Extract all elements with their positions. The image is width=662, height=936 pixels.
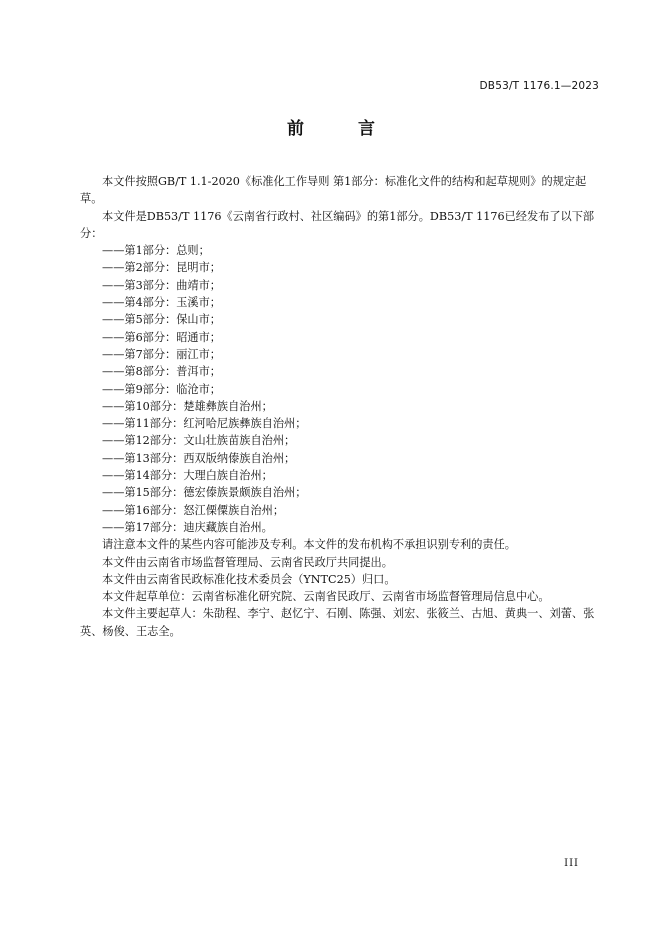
parts-list — [80, 242, 598, 536]
paragraph-centralized-by: 本文件由云南省民政标准化技术委员会（YNTC25）归口。 — [102, 572, 396, 586]
paragraph-drafting-basis: 本文件按照GB/T 1.1-2020《标准化工作导则 第1部分：标准化文件的结构和起草规则》的规定起草。 — [80, 175, 587, 206]
list-item: ——第7部分：丽江市； — [102, 347, 221, 361]
paragraph-drafters: 本文件主要起草人：朱劭程、李宁、赵忆宁、石刚、陈强、刘宏、张筱兰、古旭、黄典一、刘蕾、张英、杨俊、王志全。 — [80, 607, 595, 638]
list-item: ——第1部分：总则； — [102, 244, 210, 258]
list-item: ——第10部分：楚雄彝族自治州； — [102, 399, 273, 413]
list-item: ——第5部分：保山市； — [102, 313, 221, 327]
list-item: ——第13部分：西双版纳傣族自治州； — [102, 451, 296, 465]
page-title: 前 言 — [287, 119, 399, 139]
foreword-body — [80, 173, 598, 640]
paragraph-proposed-by: 本文件由云南省市场监督管理局、云南省民政厅共同提出。 — [102, 555, 393, 569]
paragraph-patent-notice: 请注意本文件的某些内容可能涉及专利。本文件的发布机构不承担识别专利的责任。 — [102, 538, 516, 552]
page-number: III — [564, 858, 579, 869]
list-item: ——第15部分：德宏傣族景颇族自治州； — [102, 486, 307, 500]
list-item: ——第9部分：临沧市； — [102, 382, 221, 396]
list-item: ——第6部分：昭通市； — [102, 330, 221, 344]
paragraph-drafting-units: 本文件起草单位：云南省标准化研究院、云南省民政厅、云南省市场监督管理局信息中心。 — [102, 590, 550, 604]
list-item: ——第14部分：大理白族自治州； — [102, 469, 273, 483]
list-item: ——第12部分：文山壮族苗族自治州； — [102, 434, 296, 448]
list-item: ——第2部分：昆明市； — [102, 261, 221, 275]
list-item: ——第16部分：怒江傈僳族自治州； — [102, 503, 285, 517]
list-item: ——第11部分：红河哈尼族彝族自治州； — [102, 417, 307, 431]
list-item: ——第4部分：玉溪市； — [102, 296, 221, 310]
list-item: ——第3部分：曲靖市； — [102, 278, 221, 292]
paragraph-series-intro: 本文件是DB53/T 1176《云南省行政村、社区编码》的第1部分。DB53/T 1176已经发布了以下部分： — [80, 209, 595, 240]
list-item: ——第8部分：普洱市； — [102, 365, 221, 379]
standard-code-header: DB53/T 1176.1—2023 — [479, 80, 599, 92]
list-item: ——第17部分：迪庆藏族自治州。 — [102, 520, 273, 534]
